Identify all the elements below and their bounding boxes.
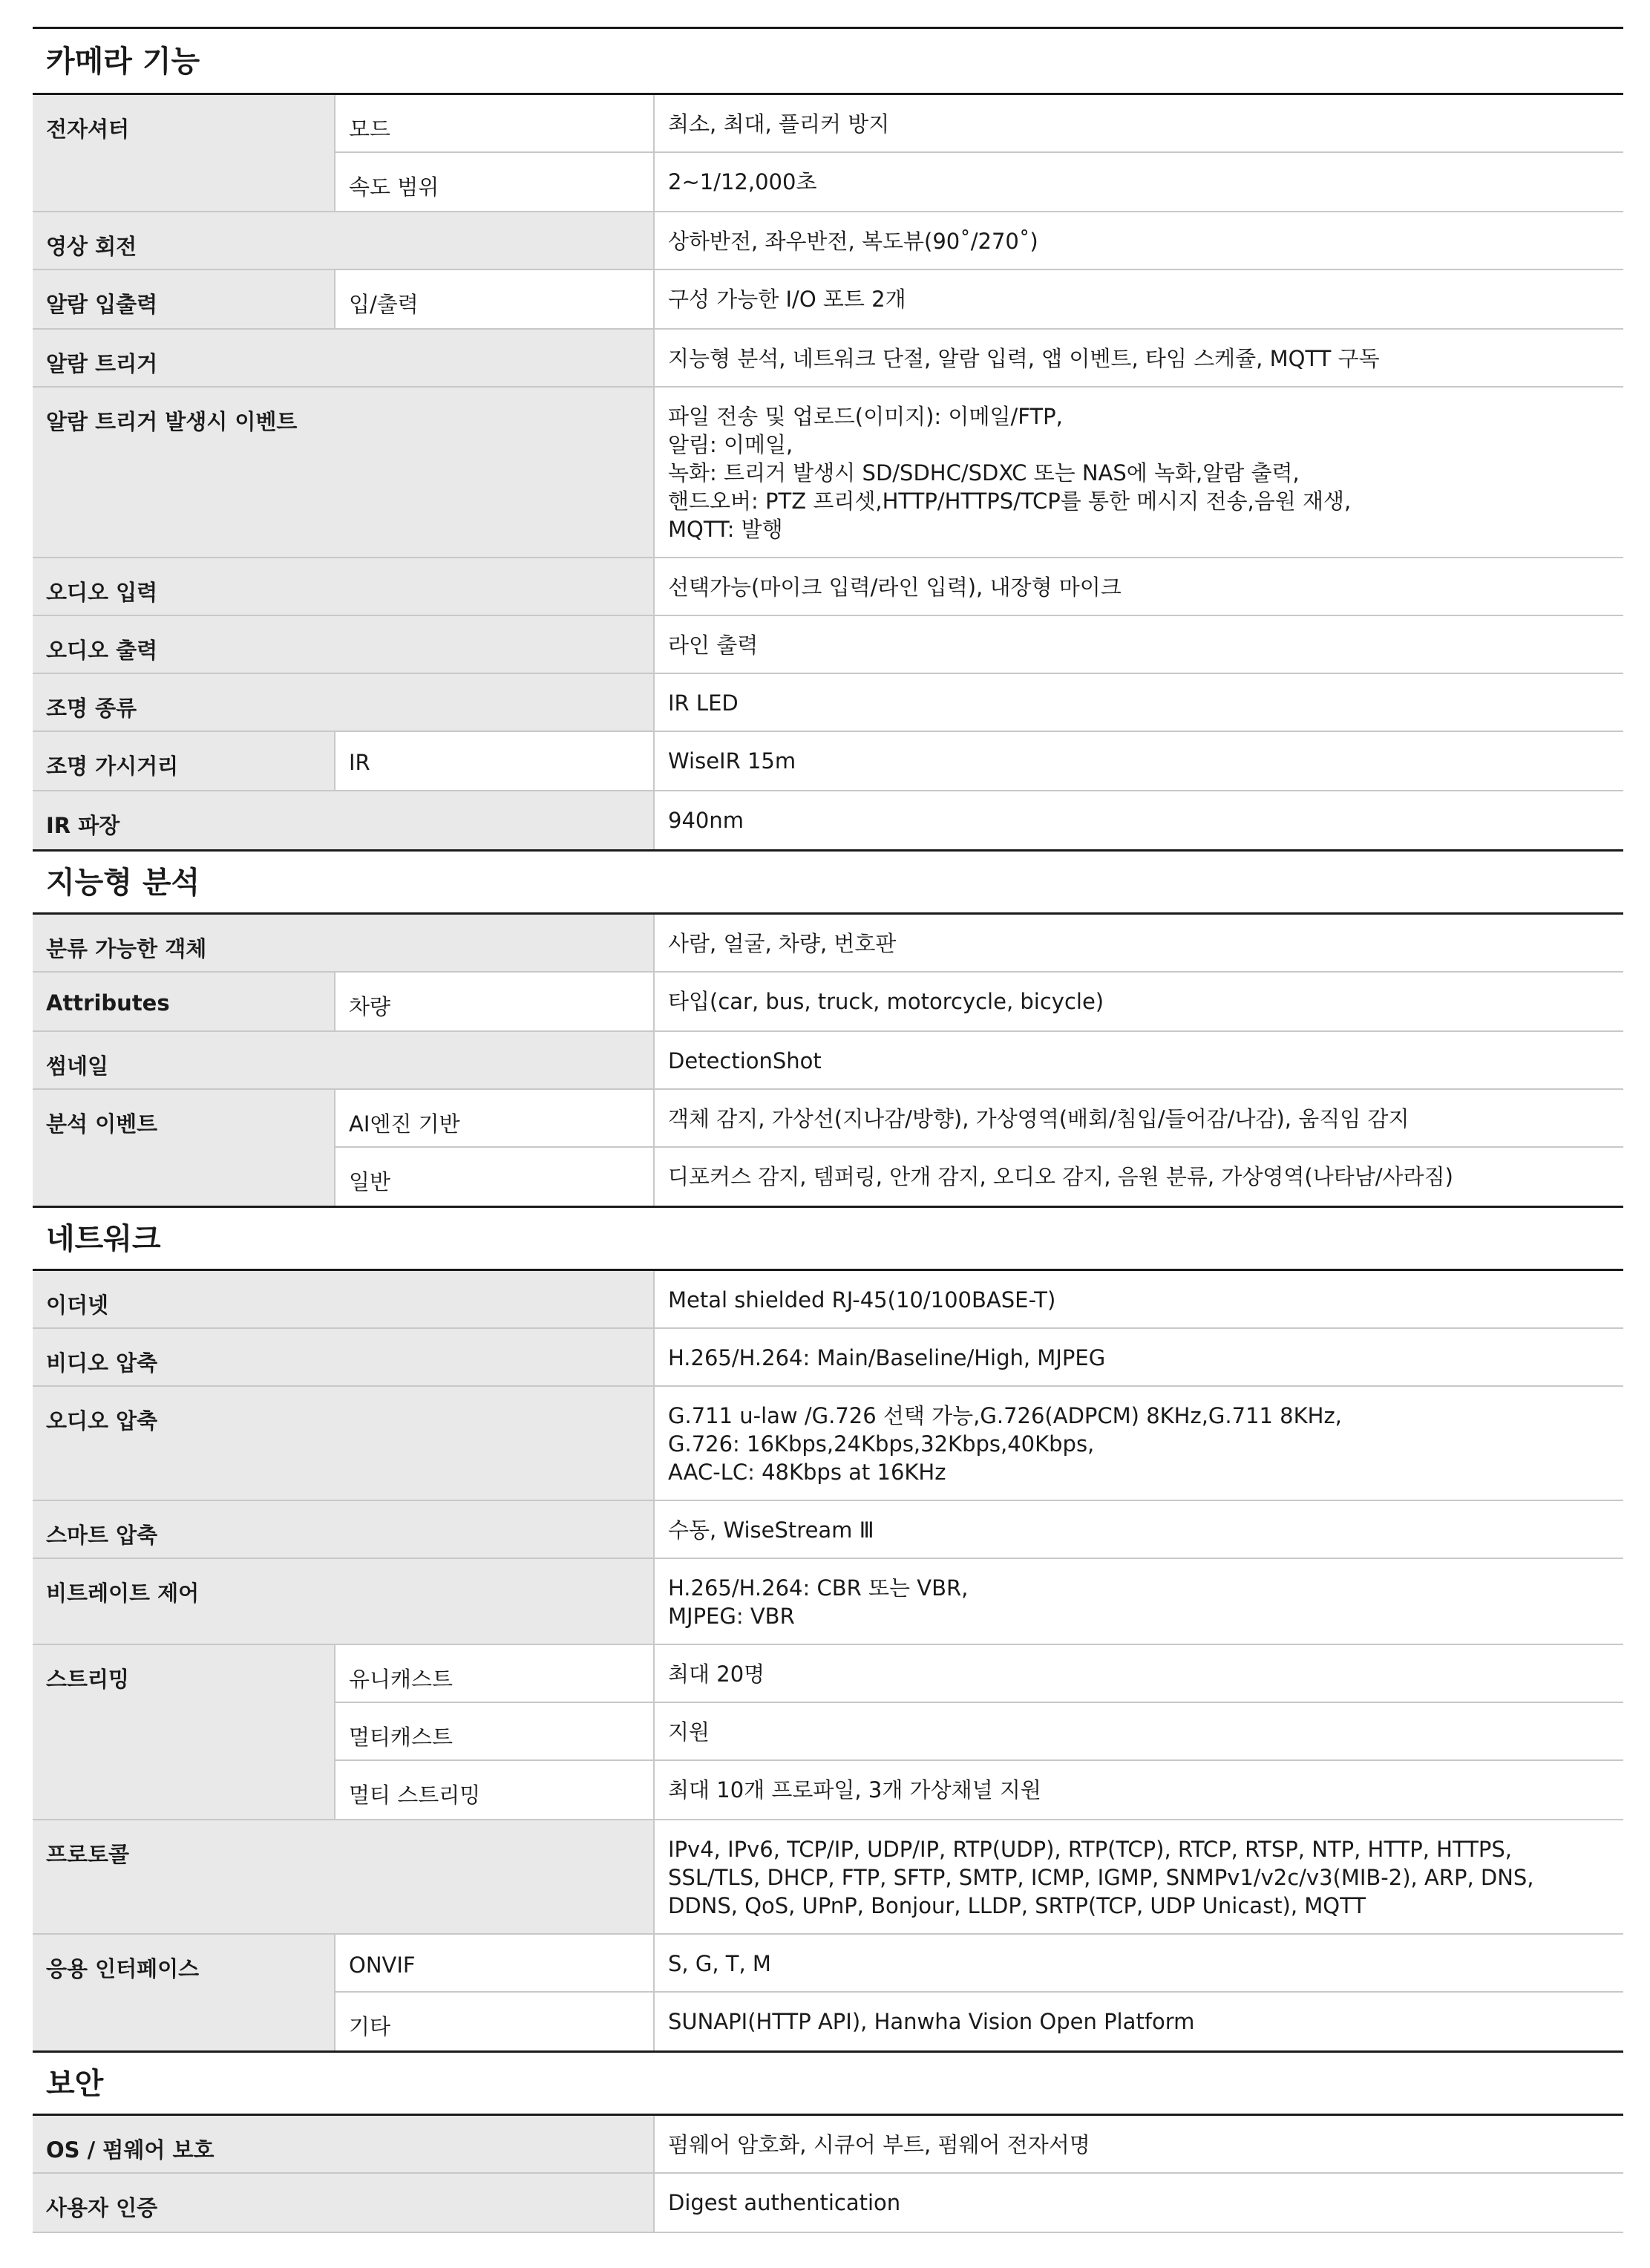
spec-row: [33, 2174, 1623, 2232]
spec-subrow: [334, 1703, 1623, 1761]
spec-group-label: 조명 가시거리: [33, 732, 334, 790]
spec-group: [33, 1935, 1623, 2050]
spec-subrow: [334, 270, 1623, 328]
spec-value: 파일 전송 및 업로드(이미지): 이메일/FTP, 알림: 이메일, 녹화: 트리거 발생시 SD/SDHC/SDXC 또는 NAS에 녹화,알람 출력, 핸드오버: PTZ 프리셋,HTTP/HTTPS/TCP를 통한 메시지 전송,음원 재생, MQTT: 발행: [653, 388, 1623, 557]
spec-label: IR 파장: [33, 791, 653, 849]
spec-row: [33, 616, 1623, 674]
spec-label: 오디오 출력: [33, 616, 653, 673]
spec-group: [33, 95, 1623, 212]
spec-row: [33, 1501, 1623, 1559]
spec-group-rows: [334, 1645, 1623, 1819]
spec-value: IR LED: [653, 674, 1623, 731]
spec-subrow: [334, 95, 1623, 153]
spec-label: 알람 트리거: [33, 330, 653, 386]
spec-group-label: 분석 이벤트: [33, 1090, 334, 1206]
spec-sublabel: IR: [334, 732, 653, 790]
spec-subrow: [334, 1645, 1623, 1703]
spec-label: 알람 트리거 발생시 이벤트: [33, 388, 653, 557]
spec-value: S, G, T, M: [653, 1935, 1623, 1991]
spec-label: 비디오 압축: [33, 1329, 653, 1385]
spec-value: 상하반전, 좌우반전, 복도뷰(90˚/270˚): [653, 212, 1623, 269]
spec-group-label: 스트리밍: [33, 1645, 334, 1819]
spec-label: 썸네일: [33, 1032, 653, 1088]
spec-value: 940nm: [653, 791, 1623, 849]
spec-group-rows: [334, 1090, 1623, 1206]
spec-row: [33, 915, 1623, 973]
spec-value: 최소, 최대, 플리커 방지: [653, 95, 1623, 151]
spec-value: H.265/H.264: Main/Baseline/High, MJPEG: [653, 1329, 1623, 1385]
spec-value: H.265/H.264: CBR 또는 VBR, MJPEG: VBR: [653, 1559, 1623, 1644]
spec-value: 수동, WiseStream Ⅲ: [653, 1501, 1623, 1558]
spec-sublabel: ONVIF: [334, 1935, 653, 1991]
spec-value: 라인 출력: [653, 616, 1623, 673]
spec-row: [33, 212, 1623, 270]
spec-label: 오디오 입력: [33, 558, 653, 615]
spec-value: Metal shielded RJ-45(10/100BASE-T): [653, 1271, 1623, 1327]
spec-value: 사람, 얼굴, 차량, 번호판: [653, 915, 1623, 971]
spec-label: OS / 펌웨어 보호: [33, 2116, 653, 2172]
spec-value: 펌웨어 암호화, 시큐어 부트, 펌웨어 전자서명: [653, 2116, 1623, 2172]
spec-sublabel: 속도 범위: [334, 153, 653, 211]
spec-value: 디포커스 감지, 템퍼링, 안개 감지, 오디오 감지, 음원 분류, 가상영역(나타남/사라짐): [653, 1148, 1623, 1206]
spec-subrow: [334, 1761, 1623, 1819]
spec-row: [33, 1820, 1623, 1935]
spec-row: [33, 1032, 1623, 1090]
spec-label: 오디오 압축: [33, 1387, 653, 1500]
spec-value: 지능형 분석, 네트워크 단절, 알람 입력, 앱 이벤트, 타임 스케쥴, MQTT 구독: [653, 330, 1623, 386]
spec-value: IPv4, IPv6, TCP/IP, UDP/IP, RTP(UDP), RTP(TCP), RTCP, RTSP, NTP, HTTP, HTTPS, SSL/TLS, DHCP, FTP, SFTP, SMTP, ICMP, IGMP, SNMPv1/v2c/v3(MIB-2), ARP, DNS, DDNS, QoS, UPnP, Bonjour, LLDP, SRTP(TCP, UDP Unicast), MQTT: [653, 1820, 1623, 1933]
spec-group: [33, 270, 1623, 330]
spec-row: [33, 330, 1623, 388]
spec-sublabel: 차량: [334, 973, 653, 1030]
spec-value: 최대 10개 프로파일, 3개 가상채널 지원: [653, 1761, 1623, 1819]
spec-value: 지원: [653, 1703, 1623, 1759]
spec-group-label: 전자셔터: [33, 95, 334, 211]
spec-row: [33, 558, 1623, 616]
spec-sublabel: AI엔진 기반: [334, 1090, 653, 1146]
spec-value: 구성 가능한 I/O 포트 2개: [653, 270, 1623, 328]
spec-value: DetectionShot: [653, 1032, 1623, 1088]
spec-label: 분류 가능한 객체: [33, 915, 653, 971]
spec-subrow: [334, 1935, 1623, 1993]
spec-subrow: [334, 1993, 1623, 2050]
spec-group-rows: [334, 732, 1623, 790]
spec-subrow: [334, 732, 1623, 790]
spec-sublabel: 기타: [334, 1993, 653, 2050]
spec-value: 2~1/12,000초: [653, 153, 1623, 211]
spec-label: 프로토콜: [33, 1820, 653, 1933]
spec-group-rows: [334, 1935, 1623, 2050]
spec-label: 영상 회전: [33, 212, 653, 269]
spec-sublabel: 멀티 스트리밍: [334, 1761, 653, 1819]
spec-row: [33, 2116, 1623, 2174]
spec-group: [33, 1645, 1623, 1820]
spec-label: 조명 종류: [33, 674, 653, 731]
spec-subrow: [334, 973, 1623, 1030]
spec-group-label: 응용 인터페이스: [33, 1935, 334, 2050]
spec-subrow: [334, 1148, 1623, 1206]
table-end-rule: [33, 2232, 1623, 2233]
spec-value: G.711 u-law /G.726 선택 가능,G.726(ADPCM) 8KHz,G.711 8KHz, G.726: 16Kbps,24Kbps,32Kbps,40Kbps, AAC-LC: 48Kbps at 16KHz: [653, 1387, 1623, 1500]
section-title: 지능형 분석: [33, 849, 1623, 915]
spec-value: 타입(car, bus, truck, motorcycle, bicycle): [653, 973, 1623, 1030]
spec-group-rows: [334, 95, 1623, 211]
spec-row: [33, 1329, 1623, 1387]
spec-sublabel: 입/출력: [334, 270, 653, 328]
spec-group-rows: [334, 973, 1623, 1030]
spec-sublabel: 유니캐스트: [334, 1645, 653, 1702]
spec-value: 객체 감지, 가상선(지나감/방향), 가상영역(배회/침입/들어감/나감), 움직임 감지: [653, 1090, 1623, 1146]
section-title: 카메라 기능: [33, 27, 1623, 95]
spec-label: 스마트 압축: [33, 1501, 653, 1558]
spec-group: [33, 732, 1623, 791]
spec-sublabel: 모드: [334, 95, 653, 151]
spec-subrow: [334, 1090, 1623, 1148]
spec-group: [33, 973, 1623, 1032]
spec-label: 이더넷: [33, 1271, 653, 1327]
spec-value: WiseIR 15m: [653, 732, 1623, 790]
spec-group-label: 알람 입출력: [33, 270, 334, 328]
spec-group-rows: [334, 270, 1623, 328]
spec-row: [33, 1559, 1623, 1645]
spec-group: [33, 1090, 1623, 1206]
spec-row: [33, 388, 1623, 558]
section-title: 보안: [33, 2050, 1623, 2116]
spec-value: 최대 20명: [653, 1645, 1623, 1702]
spec-subrow: [334, 153, 1623, 211]
spec-row: [33, 1271, 1623, 1329]
spec-value: Digest authentication: [653, 2174, 1623, 2232]
spec-sheet: [33, 27, 1623, 2233]
spec-row: [33, 1387, 1623, 1501]
spec-label: 사용자 인증: [33, 2174, 653, 2232]
spec-group-label: Attributes: [33, 973, 334, 1030]
spec-row: [33, 791, 1623, 849]
spec-sublabel: 멀티캐스트: [334, 1703, 653, 1759]
spec-value: SUNAPI(HTTP API), Hanwha Vision Open Platform: [653, 1993, 1623, 2050]
spec-row: [33, 674, 1623, 732]
spec-label: 비트레이트 제어: [33, 1559, 653, 1644]
spec-sublabel: 일반: [334, 1148, 653, 1206]
section-title: 네트워크: [33, 1206, 1623, 1271]
spec-value: 선택가능(마이크 입력/라인 입력), 내장형 마이크: [653, 558, 1623, 615]
